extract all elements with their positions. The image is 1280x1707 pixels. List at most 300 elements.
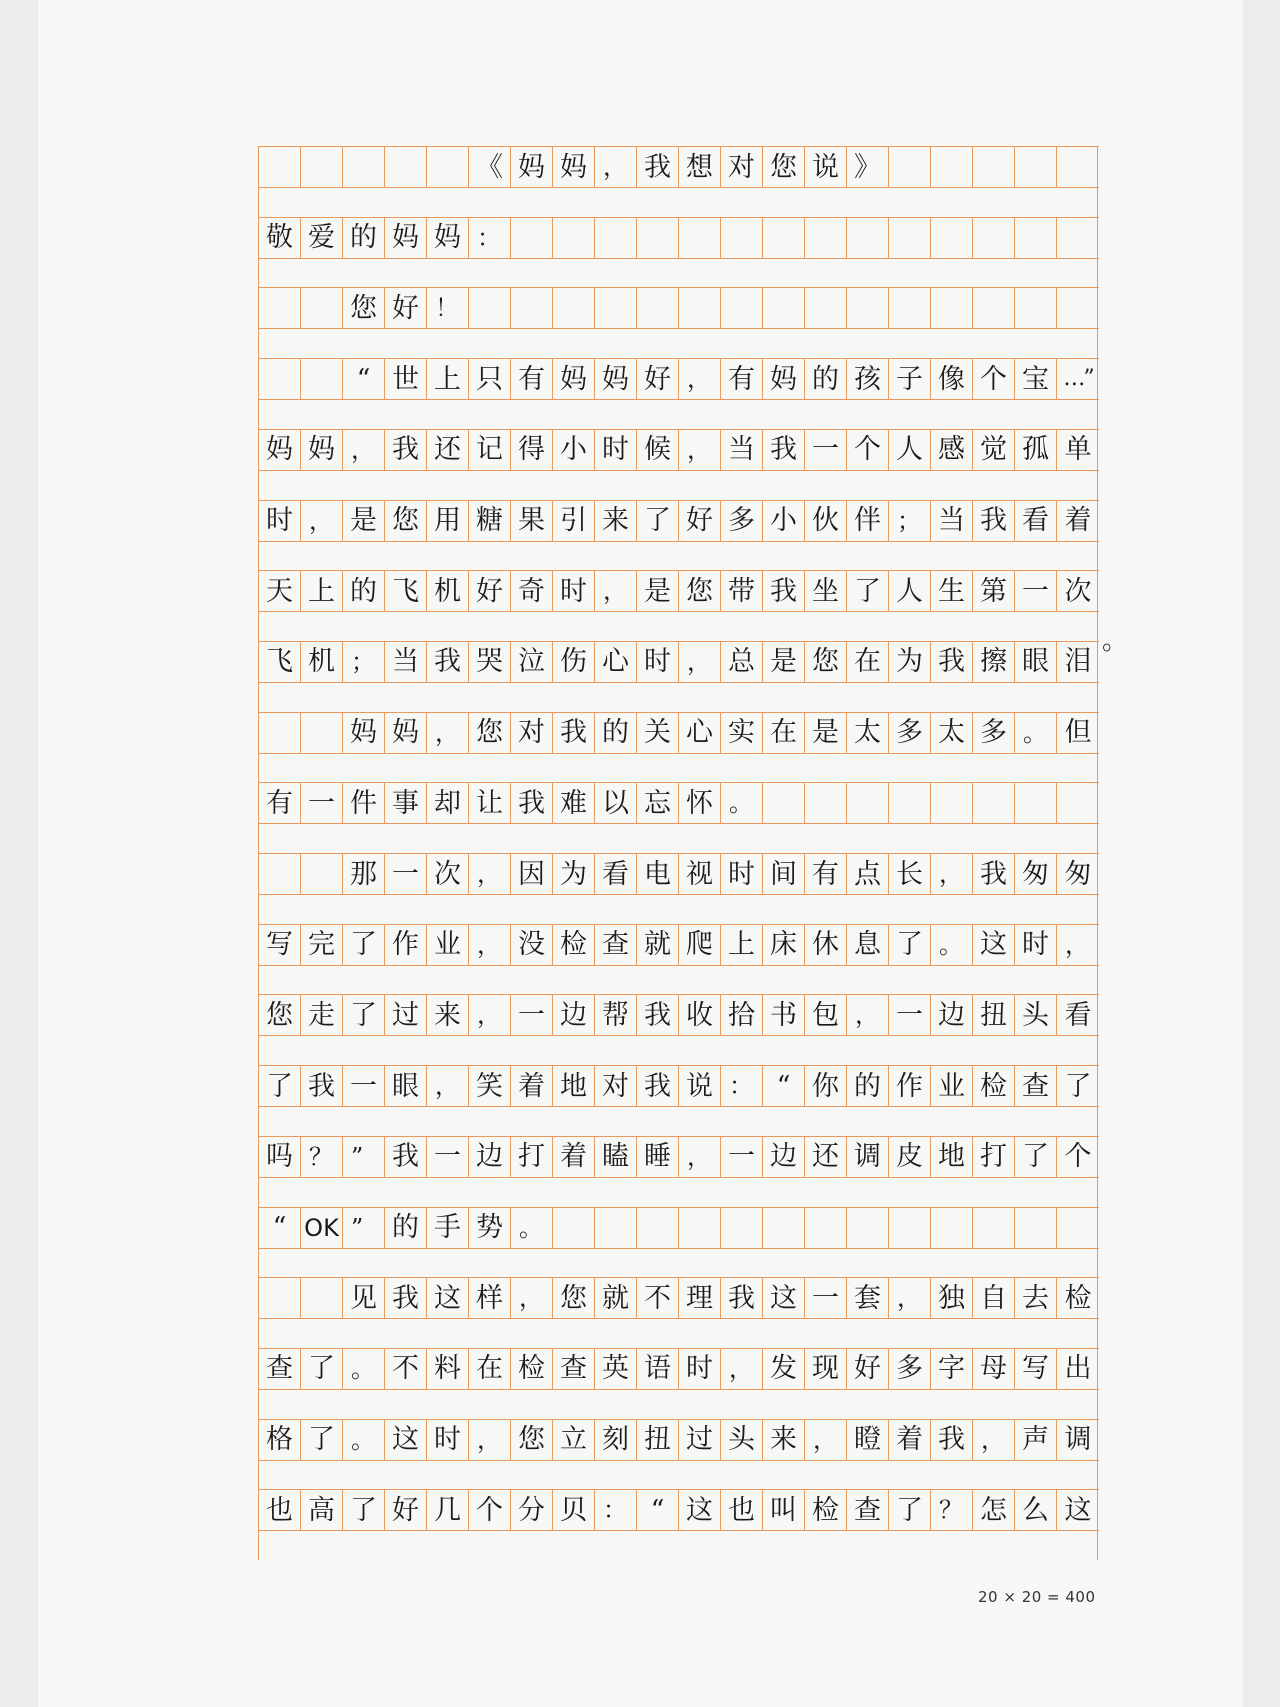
grid-cell xyxy=(469,288,511,328)
grid-cell: 声 xyxy=(1015,1420,1057,1460)
grid-cell xyxy=(301,359,343,399)
grid-row xyxy=(259,146,1099,188)
grid-cell: 时 xyxy=(637,642,679,682)
grid-cell: 高 xyxy=(301,1490,343,1530)
grid-cell: 着 xyxy=(511,1066,553,1106)
grid-cell: 休 xyxy=(805,925,847,965)
grid-row xyxy=(259,853,1099,895)
grid-cell: 这 xyxy=(679,1490,721,1530)
grid-cell: 妈 xyxy=(385,713,427,753)
grid-cell xyxy=(1057,147,1099,187)
grid-cell: 单 xyxy=(1064,434,1092,466)
grid-cell xyxy=(847,288,889,328)
grid-cell: 心 xyxy=(595,642,637,682)
grid-cell: 觉 xyxy=(973,430,1015,470)
grid-cell: 妈 xyxy=(511,147,553,187)
grid-cell: 查 xyxy=(1015,1066,1057,1106)
grid-cell: 字 xyxy=(931,1349,973,1389)
grid-cell xyxy=(973,1208,1015,1248)
grid-row xyxy=(259,641,1099,683)
grid-cell: 来 xyxy=(595,501,637,541)
grid-row xyxy=(259,712,1099,754)
grid-cell: “ xyxy=(763,1066,805,1106)
grid-cell: 出 xyxy=(1064,1353,1092,1385)
grid-cell: 我 xyxy=(637,147,679,187)
grid-cell: 您 xyxy=(343,288,385,328)
grid-cell: OK xyxy=(301,1208,343,1248)
grid-cell xyxy=(889,147,931,187)
grid-cell: 业 xyxy=(931,1066,973,1106)
grid-cell: 坐 xyxy=(805,571,847,611)
grid-cell: 多 xyxy=(889,713,931,753)
grid-cell: 时 xyxy=(553,571,595,611)
grid-cell: 贝 xyxy=(553,1490,595,1530)
grid-cell: 一 xyxy=(1015,571,1057,611)
grid-cell: 调 xyxy=(847,1137,889,1177)
grid-cell: 作 xyxy=(889,1066,931,1106)
grid-cell: 得 xyxy=(511,430,553,470)
grid-cell: 了 xyxy=(889,1490,931,1530)
grid-cell: 个 xyxy=(469,1490,511,1530)
grid-cell: 查 xyxy=(553,1349,595,1389)
grid-cell xyxy=(931,783,973,823)
grid-cell: 记 xyxy=(469,430,511,470)
grid-cell: 以 xyxy=(595,783,637,823)
grid-cell: 妈 xyxy=(343,713,385,753)
grid-cell: 调 xyxy=(1064,1424,1092,1456)
grid-cell: 格 xyxy=(259,1420,301,1460)
grid-cell: 在 xyxy=(469,1349,511,1389)
grid-cell xyxy=(301,854,343,894)
grid-cell: 了 xyxy=(847,571,889,611)
grid-cell xyxy=(301,713,343,753)
grid-cell: 现 xyxy=(805,1349,847,1389)
grid-cell: 了 xyxy=(637,501,679,541)
grid-cell: 我 xyxy=(763,430,805,470)
grid-cell: 时 xyxy=(259,501,301,541)
grid-cell: ： xyxy=(721,1066,763,1106)
grid-row xyxy=(259,358,1099,400)
grid-cell: 但 xyxy=(1064,717,1092,749)
grid-cell: 边 xyxy=(763,1137,805,1177)
grid-cell: 了 xyxy=(1015,1137,1057,1177)
grid-row xyxy=(259,429,1099,471)
grid-cell: 套 xyxy=(847,1278,889,1318)
grid-cell: ！ xyxy=(427,288,469,328)
grid-cell xyxy=(1015,288,1057,328)
grid-cell: 书 xyxy=(763,995,805,1035)
grid-cell: 果 xyxy=(511,501,553,541)
grid-cell: 好 xyxy=(469,571,511,611)
grid-cell: 宝 xyxy=(1015,359,1057,399)
grid-cell xyxy=(301,147,343,187)
grid-cell: 我 xyxy=(637,995,679,1035)
grid-cell: 也 xyxy=(721,1490,763,1530)
grid-cell: 打 xyxy=(973,1137,1015,1177)
grid-cell: 好 xyxy=(385,1490,427,1530)
grid-cell: 匆 xyxy=(1015,854,1057,894)
grid-cell: 这 xyxy=(427,1278,469,1318)
grid-cell: 您 xyxy=(511,1420,553,1460)
grid-cell xyxy=(763,288,805,328)
grid-size-label: 20 × 20 = 400 xyxy=(978,1588,1096,1606)
grid-cell: 是 xyxy=(763,642,805,682)
grid-cell: 写 xyxy=(259,925,301,965)
grid-cell: 当 xyxy=(385,642,427,682)
grid-cell: 就 xyxy=(595,1278,637,1318)
grid-cell: 着 xyxy=(553,1137,595,1177)
grid-cell: 电 xyxy=(637,854,679,894)
grid-cell: 时 xyxy=(679,1349,721,1389)
grid-cell: 时 xyxy=(1015,925,1057,965)
grid-cell xyxy=(1057,218,1099,258)
grid-cell: 说 xyxy=(805,147,847,187)
grid-cell: 我 xyxy=(427,642,469,682)
grid-cell: 看 xyxy=(1015,501,1057,541)
grid-cell xyxy=(259,1278,301,1318)
grid-cell: 长 xyxy=(889,854,931,894)
grid-cell: 刻 xyxy=(595,1420,637,1460)
grid-cell: ， xyxy=(427,1066,469,1106)
grid-cell: 爬 xyxy=(679,925,721,965)
grid-cell: 只 xyxy=(469,359,511,399)
grid-cell: 想 xyxy=(679,147,721,187)
grid-cell: 孤 xyxy=(1015,430,1057,470)
grid-cell: 样 xyxy=(469,1278,511,1318)
grid-cell xyxy=(637,1208,679,1248)
grid-cell: 上 xyxy=(301,571,343,611)
grid-cell: 来 xyxy=(427,995,469,1035)
grid-cell xyxy=(637,218,679,258)
grid-cell xyxy=(511,288,553,328)
grid-cell: 好 xyxy=(679,501,721,541)
grid-cell: ； xyxy=(889,501,931,541)
grid-cell xyxy=(679,218,721,258)
grid-cell xyxy=(931,1208,973,1248)
grid-cell: 当 xyxy=(721,430,763,470)
grid-cell: 有 xyxy=(721,359,763,399)
grid-cell: 时 xyxy=(721,854,763,894)
grid-cell: 飞 xyxy=(385,571,427,611)
grid-cell: 第 xyxy=(973,571,1015,611)
grid-cell: 这 xyxy=(763,1278,805,1318)
grid-cell: …” xyxy=(1063,366,1093,392)
grid-cell: ， xyxy=(469,854,511,894)
grid-cell: ， xyxy=(721,1349,763,1389)
grid-cell: 了 xyxy=(259,1066,301,1106)
grid-cell: 对 xyxy=(595,1066,637,1106)
grid-cell: 间 xyxy=(763,854,805,894)
grid-cell: 头 xyxy=(721,1420,763,1460)
grid-cell: 着 xyxy=(1064,505,1092,536)
grid-cell: 了 xyxy=(1064,1070,1092,1102)
grid-cell: 皮 xyxy=(889,1137,931,1177)
grid-cell: 查 xyxy=(259,1349,301,1389)
grid-cell: 天 xyxy=(259,571,301,611)
grid-cell: 太 xyxy=(931,713,973,753)
grid-cell: 那 xyxy=(343,854,385,894)
grid-cell: 世 xyxy=(385,359,427,399)
grid-cell: 像 xyxy=(931,359,973,399)
grid-cell: ” xyxy=(343,1137,385,1177)
grid-cell: 语 xyxy=(637,1349,679,1389)
grid-cell: 完 xyxy=(301,925,343,965)
grid-cell: 我 xyxy=(973,501,1015,541)
grid-cell: 是 xyxy=(343,501,385,541)
grid-cell: 见 xyxy=(343,1278,385,1318)
grid-cell: 机 xyxy=(427,571,469,611)
grid-cell: 心 xyxy=(679,713,721,753)
grid-cell xyxy=(973,147,1015,187)
grid-cell xyxy=(343,147,385,187)
paper-page xyxy=(38,0,1243,1707)
grid-cell: 太 xyxy=(847,713,889,753)
grid-cell: 奇 xyxy=(511,571,553,611)
grid-cell: 是 xyxy=(805,713,847,753)
grid-cell: 的 xyxy=(343,571,385,611)
grid-cell: 扭 xyxy=(973,995,1015,1035)
grid-cell: 伙 xyxy=(805,501,847,541)
grid-cell xyxy=(595,218,637,258)
grid-cell: 事 xyxy=(385,783,427,823)
grid-cell: 帮 xyxy=(595,995,637,1035)
grid-cell: 就 xyxy=(637,925,679,965)
grid-cell: 检 xyxy=(511,1349,553,1389)
grid-cell: 却 xyxy=(427,783,469,823)
grid-cell: 去 xyxy=(1015,1278,1057,1318)
grid-cell: ？ xyxy=(931,1490,973,1530)
grid-cell: 时 xyxy=(427,1420,469,1460)
grid-cell: 实 xyxy=(721,713,763,753)
grid-row xyxy=(259,1207,1099,1249)
grid-cell xyxy=(805,218,847,258)
grid-cell: 一 xyxy=(301,783,343,823)
grid-row xyxy=(259,1136,1099,1178)
grid-cell: 这 xyxy=(385,1420,427,1460)
grid-cell: 您 xyxy=(469,713,511,753)
grid-cell: 对 xyxy=(511,713,553,753)
grid-cell: 母 xyxy=(973,1349,1015,1389)
grid-cell xyxy=(847,1208,889,1248)
grid-cell: 妈 xyxy=(595,359,637,399)
grid-cell: ， xyxy=(427,713,469,753)
grid-cell: 的 xyxy=(343,218,385,258)
grid-cell: “ xyxy=(637,1490,679,1530)
grid-cell: 扭 xyxy=(637,1420,679,1460)
grid-cell: ， xyxy=(595,571,637,611)
grid-cell: 了 xyxy=(343,995,385,1035)
grid-cell: 关 xyxy=(637,713,679,753)
grid-cell: 一 xyxy=(511,995,553,1035)
grid-cell xyxy=(679,288,721,328)
grid-cell: 伤 xyxy=(553,642,595,682)
grid-cell: 敬 xyxy=(259,218,301,258)
grid-cell: 糖 xyxy=(469,501,511,541)
grid-cell: 妈 xyxy=(385,218,427,258)
grid-cell: 个 xyxy=(973,359,1015,399)
grid-cell xyxy=(259,359,301,399)
grid-row xyxy=(259,782,1099,824)
grid-cell: 瞪 xyxy=(847,1420,889,1460)
grid-cell: 您 xyxy=(805,642,847,682)
grid-cell: 立 xyxy=(553,1420,595,1460)
grid-cell: 了 xyxy=(343,1490,385,1530)
grid-cell: 一 xyxy=(805,1278,847,1318)
grid-cell: ， xyxy=(469,1420,511,1460)
grid-cell: 地 xyxy=(553,1066,595,1106)
grid-cell: ， xyxy=(343,430,385,470)
grid-cell xyxy=(1015,147,1057,187)
grid-cell: 检 xyxy=(805,1490,847,1530)
grid-cell: ， xyxy=(1065,930,1089,959)
grid-cell: 作 xyxy=(385,925,427,965)
grid-cell: 么 xyxy=(1015,1490,1057,1530)
grid-cell: 怎 xyxy=(973,1490,1015,1530)
grid-cell: 多 xyxy=(973,713,1015,753)
grid-cell: 一 xyxy=(805,430,847,470)
grid-cell xyxy=(931,147,973,187)
grid-cell: 哭 xyxy=(469,642,511,682)
grid-cell: 叫 xyxy=(763,1490,805,1530)
grid-row xyxy=(259,1348,1099,1390)
grid-cell: 。 xyxy=(1015,713,1057,753)
grid-cell: 有 xyxy=(259,783,301,823)
grid-cell: 人 xyxy=(889,571,931,611)
grid-cell xyxy=(721,288,763,328)
grid-cell: 看 xyxy=(595,854,637,894)
grid-cell xyxy=(1057,783,1099,823)
grid-row xyxy=(259,924,1099,966)
grid-cell xyxy=(973,288,1015,328)
grid-cell xyxy=(637,288,679,328)
grid-cell: 笑 xyxy=(469,1066,511,1106)
grid-cell: 好 xyxy=(385,288,427,328)
grid-cell xyxy=(763,783,805,823)
grid-cell: 点 xyxy=(847,854,889,894)
grid-cell: ， xyxy=(679,642,721,682)
grid-cell xyxy=(595,288,637,328)
grid-cell xyxy=(511,218,553,258)
grid-cell: 小 xyxy=(763,501,805,541)
grid-cell: 我 xyxy=(931,1420,973,1460)
grid-cell xyxy=(1015,218,1057,258)
grid-cell: 妈 xyxy=(763,359,805,399)
grid-cell: 眼 xyxy=(1015,642,1057,682)
grid-cell: 带 xyxy=(721,571,763,611)
grid-row xyxy=(259,1419,1099,1461)
grid-cell: 走 xyxy=(301,995,343,1035)
grid-cell: 用 xyxy=(427,501,469,541)
grid-cell: 上 xyxy=(427,359,469,399)
grid-cell: 候 xyxy=(637,430,679,470)
grid-cell: 检 xyxy=(973,1066,1015,1106)
grid-cell: 手 xyxy=(427,1208,469,1248)
grid-cell: 地 xyxy=(931,1137,973,1177)
grid-cell xyxy=(679,1208,721,1248)
grid-cell: 一 xyxy=(721,1137,763,1177)
grid-cell: 我 xyxy=(385,1278,427,1318)
grid-cell: 爱 xyxy=(301,218,343,258)
grid-cell: 是 xyxy=(637,571,679,611)
grid-cell: 我 xyxy=(721,1278,763,1318)
grid-cell: 眼 xyxy=(385,1066,427,1106)
grid-cell: 头 xyxy=(1015,995,1057,1035)
grid-cell: 总 xyxy=(721,642,763,682)
grid-cell: 一 xyxy=(385,854,427,894)
grid-cell: “ xyxy=(343,359,385,399)
grid-cell: 理 xyxy=(679,1278,721,1318)
grid-cell: 当 xyxy=(931,501,973,541)
grid-cell: ， xyxy=(847,995,889,1035)
grid-cell: 让 xyxy=(469,783,511,823)
grid-cell: 难 xyxy=(553,783,595,823)
grid-cell xyxy=(385,147,427,187)
grid-cell: 个 xyxy=(847,430,889,470)
grid-cell: 这 xyxy=(1064,1494,1092,1526)
grid-cell: 料 xyxy=(427,1349,469,1389)
grid-cell: 小 xyxy=(553,430,595,470)
grid-cell xyxy=(553,1208,595,1248)
grid-cell: 查 xyxy=(847,1490,889,1530)
grid-cell: 对 xyxy=(721,147,763,187)
grid-cell xyxy=(721,218,763,258)
grid-cell: 多 xyxy=(721,501,763,541)
grid-cell xyxy=(805,1208,847,1248)
grid-cell xyxy=(847,783,889,823)
grid-cell: 了 xyxy=(889,925,931,965)
grid-cell: 我 xyxy=(637,1066,679,1106)
grid-cell: ， xyxy=(595,147,637,187)
grid-cell: 过 xyxy=(679,1420,721,1460)
grid-cell: 孩 xyxy=(847,359,889,399)
grid-cell: 为 xyxy=(889,642,931,682)
grid-cell: 在 xyxy=(847,642,889,682)
grid-cell: 为 xyxy=(553,854,595,894)
grid-cell: 妈 xyxy=(427,218,469,258)
grid-cell: 瞌 xyxy=(595,1137,637,1177)
grid-cell: 的 xyxy=(847,1066,889,1106)
grid-cell: 势 xyxy=(469,1208,511,1248)
grid-cell: 感 xyxy=(931,430,973,470)
grid-row xyxy=(259,500,1099,542)
grid-cell: 边 xyxy=(931,995,973,1035)
grid-cell: 不 xyxy=(637,1278,679,1318)
grid-cell: 还 xyxy=(805,1137,847,1177)
grid-cell: 检 xyxy=(1064,1282,1092,1314)
grid-cell xyxy=(973,783,1015,823)
overflow-punctuation: 。 xyxy=(1102,626,1129,656)
grid-cell: ， xyxy=(889,1278,931,1318)
grid-cell: 你 xyxy=(805,1066,847,1106)
grid-cell: 您 xyxy=(385,501,427,541)
grid-cell: 包 xyxy=(805,995,847,1035)
grid-cell xyxy=(259,713,301,753)
grid-cell: 伴 xyxy=(847,501,889,541)
grid-cell xyxy=(553,288,595,328)
grid-cell xyxy=(889,1208,931,1248)
grid-cell xyxy=(889,218,931,258)
grid-cell: 我 xyxy=(385,430,427,470)
grid-cell: 打 xyxy=(511,1137,553,1177)
grid-cell: 。 xyxy=(343,1349,385,1389)
grid-cell: 上 xyxy=(721,925,763,965)
composition-grid xyxy=(258,146,1098,1560)
grid-cell xyxy=(721,1208,763,1248)
grid-cell xyxy=(973,218,1015,258)
grid-cell: 子 xyxy=(889,359,931,399)
grid-cell: 我 xyxy=(763,571,805,611)
grid-cell: 我 xyxy=(553,713,595,753)
